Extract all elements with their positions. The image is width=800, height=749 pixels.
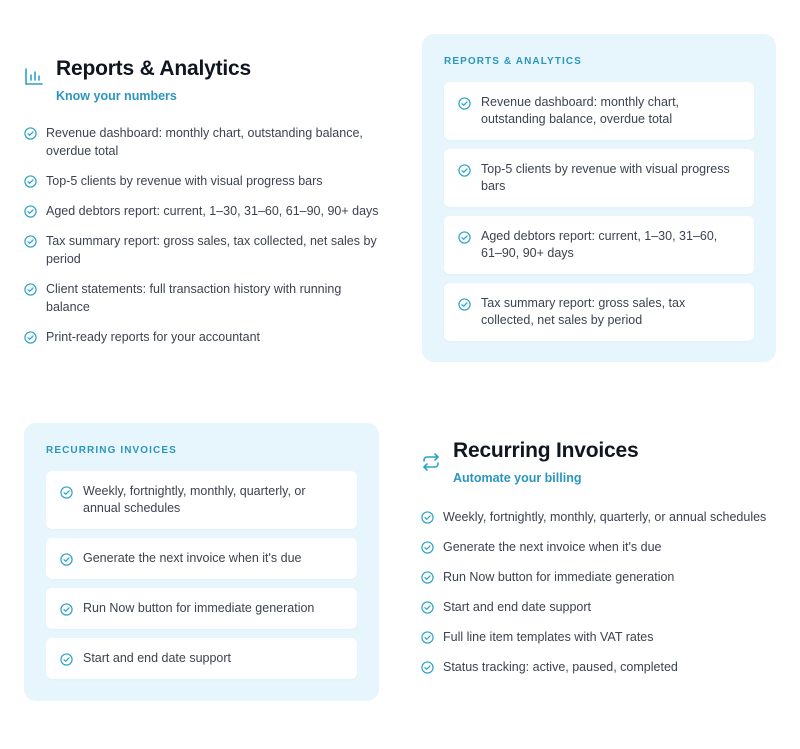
list-item — [24, 202, 384, 220]
check-circle-icon — [421, 631, 434, 644]
panel-card — [46, 471, 357, 529]
list-item — [24, 172, 384, 190]
list-item — [421, 568, 781, 586]
reports-feature — [24, 56, 384, 358]
list-item — [24, 232, 384, 268]
check-circle-icon — [421, 601, 434, 614]
recurring-subtitle: Automate your billing — [453, 471, 582, 485]
reports-feature-list — [24, 124, 384, 346]
list-item-text: Run Now button for immediate generation — [443, 570, 675, 584]
check-circle-icon — [458, 97, 471, 110]
list-item — [421, 658, 781, 676]
recurring-feature-list — [421, 508, 781, 676]
panel-card — [46, 538, 357, 579]
panel-card-text: Top-5 clients by revenue with visual progress bars — [481, 162, 730, 193]
panel-card — [444, 82, 754, 140]
check-circle-icon — [458, 298, 471, 311]
list-item-text: Top-5 clients by revenue with visual progress bars — [46, 174, 323, 188]
panel-card-text: Weekly, fortnightly, monthly, quarterly, or annual schedules — [83, 484, 306, 515]
reports-header — [24, 56, 384, 104]
list-item — [421, 538, 781, 556]
list-item — [421, 598, 781, 616]
check-circle-icon — [24, 127, 37, 140]
bar-chart-icon — [24, 66, 44, 86]
panel-card-text: Run Now button for immediate generation — [83, 601, 315, 615]
check-circle-icon — [24, 235, 37, 248]
panel-card-text: Aged debtors report: current, 1–30, 31–60, 61–90, 90+ days — [481, 229, 718, 260]
check-circle-icon — [24, 283, 37, 296]
check-circle-icon — [24, 175, 37, 188]
list-item-text: Start and end date support — [443, 600, 592, 614]
panel-card-text: Start and end date support — [83, 651, 232, 665]
list-item — [421, 508, 781, 526]
list-item-text: Revenue dashboard: monthly chart, outstanding balance, overdue total — [46, 126, 363, 158]
list-item-text: Tax summary report: gross sales, tax collected, net sales by period — [46, 234, 377, 266]
list-item — [421, 628, 781, 646]
reports-panel — [422, 34, 776, 362]
check-circle-icon — [421, 541, 434, 554]
panel-card-text: Generate the next invoice when it's due — [83, 551, 302, 565]
list-item-text: Weekly, fortnightly, monthly, quarterly, or annual schedules — [443, 510, 767, 524]
recurring-title: Recurring Invoices — [453, 439, 639, 462]
list-item-text: Full line item templates with VAT rates — [443, 630, 654, 644]
recurring-panel — [24, 423, 379, 701]
list-item — [24, 124, 384, 160]
check-circle-icon — [458, 164, 471, 177]
check-circle-icon — [421, 571, 434, 584]
panel-card — [444, 149, 754, 207]
panel-card — [444, 283, 754, 341]
list-item-text: Status tracking: active, paused, completed — [443, 660, 678, 674]
list-item-text: Generate the next invoice when it's due — [443, 540, 662, 554]
list-item-text: Client statements: full transaction history with running balance — [46, 282, 342, 314]
list-item-text: Aged debtors report: current, 1–30, 31–60, 61–90, 90+ days — [46, 204, 379, 218]
list-item — [24, 328, 384, 346]
check-circle-icon — [60, 603, 73, 616]
panel-card-text: Tax summary report: gross sales, tax collected, net sales by period — [481, 296, 686, 327]
panel-card — [444, 216, 754, 274]
panel-card-text: Revenue dashboard: monthly chart, outstanding balance, overdue total — [481, 95, 680, 126]
reports-title: Reports & Analytics — [56, 57, 251, 80]
reports-panel-label: REPORTS & ANALYTICS — [444, 56, 582, 67]
check-circle-icon — [60, 653, 73, 666]
check-circle-icon — [60, 553, 73, 566]
recurring-feature — [421, 438, 781, 688]
reports-subtitle: Know your numbers — [56, 89, 177, 103]
list-item — [24, 280, 384, 316]
check-circle-icon — [421, 511, 434, 524]
check-circle-icon — [458, 231, 471, 244]
panel-card — [46, 588, 357, 629]
repeat-arrows-icon — [421, 452, 441, 472]
check-circle-icon — [24, 331, 37, 344]
check-circle-icon — [24, 205, 37, 218]
panel-card — [46, 638, 357, 679]
check-circle-icon — [421, 661, 434, 674]
recurring-header — [421, 438, 781, 486]
recurring-panel-label: RECURRING INVOICES — [46, 445, 177, 456]
list-item-text: Print-ready reports for your accountant — [46, 330, 260, 344]
check-circle-icon — [60, 486, 73, 499]
